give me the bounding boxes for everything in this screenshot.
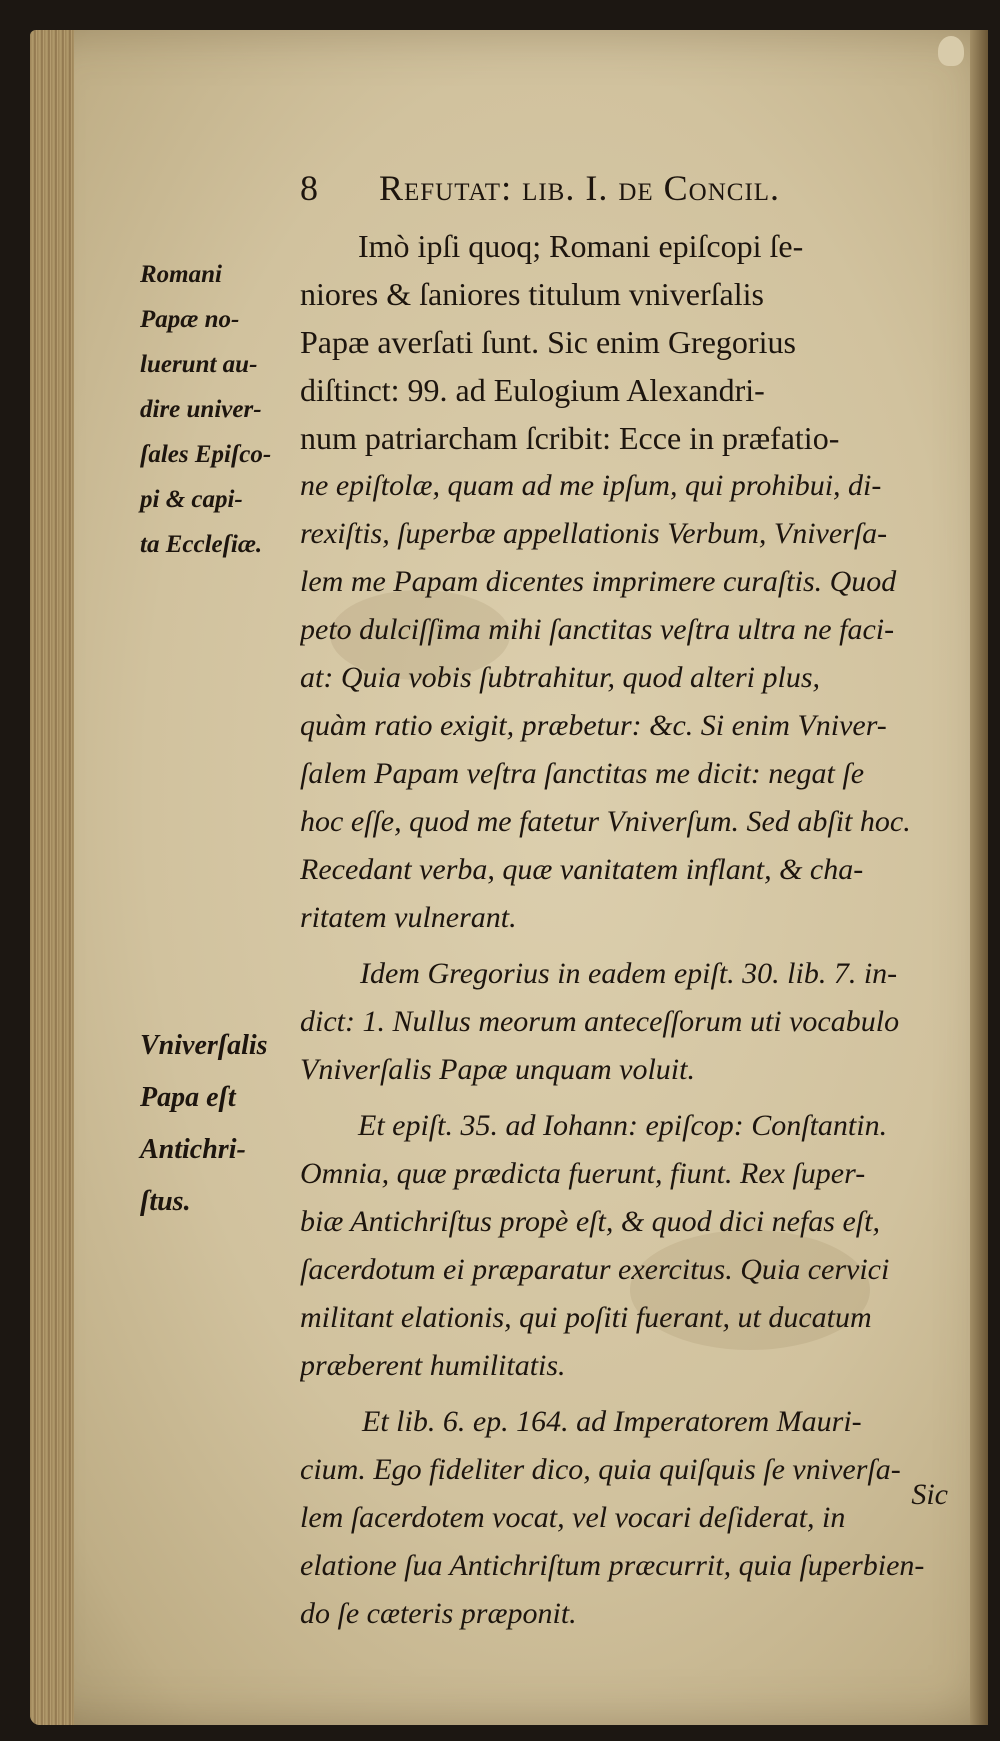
- running-header: [300, 158, 940, 218]
- text-line: diſtinct: 99. ad Eulogium Alexandri-: [300, 372, 765, 408]
- catchword: Sic: [911, 1478, 948, 1511]
- text-line: elatione ſua Antichriſtum præcurrit, quia ſuperbien-: [300, 1549, 925, 1582]
- text-line: ſalem Papam veſtra ſanctitas me dicit: negat ſe: [300, 757, 865, 790]
- text-line: hoc eſſe, quod me fatetur Vniverſum. Sed abſit hoc.: [300, 805, 911, 838]
- margin-note-romani: [140, 252, 300, 567]
- text-line: rexiſtis, ſuperbæ appellationis Verbum, Vniverſa-: [300, 517, 888, 550]
- margin-note-line: Papæ no-: [140, 306, 240, 333]
- text-line: Papæ averſati ſunt. Sic enim Gregorius: [300, 324, 796, 360]
- text-line: Idem Gregorius in eadem epiſt. 30. lib. 7. in-: [360, 957, 898, 990]
- text-line: Omnia, quæ prædicta fuerunt, fiunt. Rex ſuper-: [300, 1157, 866, 1190]
- text-line: ritatem vulnerant.: [300, 901, 517, 934]
- text-line: do ſe cæteris præponit.: [300, 1597, 577, 1630]
- text-line: dict: 1. Nullus meorum anteceſſorum uti vocabulo: [300, 1005, 900, 1038]
- margin-note-line: Vniverſalis: [140, 1030, 268, 1061]
- text-line: at: Quia vobis ſubtrahitur, quod alteri plus,: [300, 661, 821, 694]
- text-line: Vniverſalis Papæ unquam voluit.: [300, 1053, 695, 1086]
- running-title: Refutat: lib. I. de Concil.: [379, 168, 781, 208]
- margin-note-line: ta Eccleſiæ.: [140, 531, 263, 558]
- text-line: Recedant verba, quæ vanitatem inflant, & cha-: [300, 853, 864, 886]
- margin-note-line: dire univer-: [140, 396, 262, 423]
- page-edges-left: [30, 30, 74, 1725]
- margin-note-line: Papa eſt: [140, 1082, 236, 1113]
- margin-note-line: ſtus.: [140, 1186, 191, 1217]
- text-line: ſacerdotum ei præparatur exercitus. Quia cervici: [300, 1253, 890, 1286]
- margin-note-line: Antichri-: [140, 1134, 246, 1165]
- main-text: [300, 222, 968, 1638]
- margin-note-line: pi & capi-: [140, 486, 243, 513]
- text-line: præberent humilitatis.: [300, 1349, 566, 1382]
- text-line: peto dulciſſima mihi ſanctitas veſtra ultra ne faci-: [300, 613, 895, 646]
- text-line: Imò ipſi quoq; Romani epiſcopi ſe-: [358, 228, 804, 264]
- text-line: ne epiſtolæ, quam ad me ipſum, qui prohibui, di-: [300, 469, 882, 502]
- text-line: biæ Antichriſtus propè eſt, & quod dici nefas eſt,: [300, 1205, 880, 1238]
- margin-note-line: luerunt au-: [140, 351, 258, 378]
- text-line: Et lib. 6. ep. 164. ad Imperatorem Mauri-: [362, 1405, 862, 1438]
- corner-fold: [938, 36, 964, 66]
- text-line: Et epiſt. 35. ad Iohann: epiſcop: Conſtantin.: [358, 1109, 888, 1142]
- text-line: lem me Papam dicentes imprimere curaſtis. Quod: [300, 565, 897, 598]
- text-line: niores & ſaniores titulum vniverſalis: [300, 276, 764, 312]
- margin-note-antichristus: [140, 1020, 300, 1228]
- margin-note-line: Romani: [140, 261, 222, 288]
- page-edge-right: [970, 30, 988, 1725]
- text-line: militant elationis, qui poſiti fuerant, ut ducatum: [300, 1301, 872, 1334]
- margin-note-line: ſales Epiſco-: [140, 441, 272, 468]
- page-number: 8: [300, 168, 318, 208]
- text-line: lem ſacerdotem vocat, vel vocari deſiderat, in: [300, 1501, 846, 1534]
- text-line: num patriarcham ſcribit: Ecce in præfatio-: [300, 420, 840, 456]
- text-line: cium. Ego fideliter dico, quia quiſquis ſe vniverſa-: [300, 1453, 901, 1486]
- text-line: quàm ratio exigit, præbetur: &c. Si enim Vniver-: [300, 709, 887, 742]
